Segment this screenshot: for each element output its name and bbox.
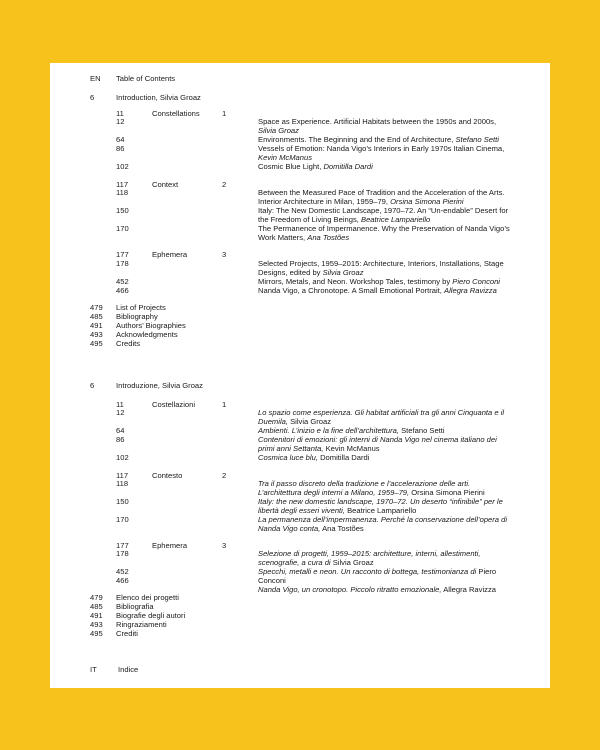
- entry-page: 118: [116, 479, 129, 488]
- section-page-it: 11: [116, 400, 124, 409]
- section-name-en: Context: [152, 180, 179, 189]
- toc-title-en: Table of Contents: [116, 74, 176, 83]
- backmatter-page: 479: [90, 593, 103, 602]
- backmatter-label: Credits: [116, 339, 141, 348]
- entry-text: The Permanence of Impermanence. Why the Preservation of Nanda Vigo’s Work Matters, Ana Tostões: [258, 224, 510, 242]
- backmatter-label: Bibliography: [116, 312, 158, 321]
- entry-text: Selezione di progetti, 1959–2015: architetture, interni, allestimenti, scenografie, a cura di Silvia Groaz: [258, 549, 481, 567]
- section-name-it: Costellazioni: [152, 400, 196, 409]
- backmatter-label: Crediti: [116, 629, 138, 638]
- backmatter-page: 485: [90, 602, 103, 611]
- section-page-en: 11: [116, 109, 124, 118]
- entry-text: Selected Projects, 1959–2015: Architecture, Interiors, Installations, Stage Designs, edited by Silvia Groaz: [258, 259, 504, 277]
- entry-page: 64: [116, 135, 125, 144]
- section-number-en: 3: [222, 250, 227, 259]
- entry-text: Italy: the new domestic landscape, 1970–72. Un deserto “infinibile” per le libertà degli esseri viventi, Beatrice Lampariello: [258, 497, 503, 515]
- section-page-it: 177: [116, 541, 129, 550]
- entry-text: Cosmica luce blu, Domitilla Dardi: [258, 453, 370, 462]
- entry-page: 178: [116, 259, 129, 268]
- section-name-it: Ephemera: [152, 541, 188, 550]
- intro-page-en: 6: [90, 93, 95, 102]
- entry-text: La permanenza dell’impermanenza. Perché la conservazione dell’opera di Nanda Vigo conta, Ana Tostões: [258, 515, 508, 533]
- entry-text: Tra il passo discreto della tradizione e l’accelerazione delle arti. L’architettura degli interni a Milano, 1959–79, Orsina Simona Pierini: [258, 479, 485, 497]
- entry-page: 64: [116, 426, 125, 435]
- entry-page: 466: [116, 576, 129, 585]
- entry-text: Cosmic Blue Light, Domitilla Dardi: [258, 162, 373, 171]
- entry-text: Between the Measured Pace of Tradition and the Acceleration of the Arts. Interior Architecture in Milan, 1959–79, Orsina Simona Pierini: [258, 188, 505, 206]
- entry-text: Contenitori di emozioni: gli interni di Nanda Vigo nel cinema italiano dei primi anni Settanta, Kevin McManus: [258, 435, 497, 453]
- entry-page: 452: [116, 277, 129, 286]
- entry-page: 170: [116, 515, 129, 524]
- section-page-en: 117: [116, 180, 129, 189]
- entry-text: Vessels of Emotion: Nanda Vigo’s Interiors in Early 1970s Italian Cinema, Kevin McManus: [258, 144, 505, 162]
- entry-page: 86: [116, 435, 125, 444]
- entry-text: Italy: The New Domestic Landscape, 1970–72. An “Un-endable” Desert for the Freedom of Living Beings, Beatrice Lampariello: [258, 206, 509, 224]
- entry-text: Nanda Vigo, a Chronotope. A Small Emotional Portrait, Allegra Ravizza: [258, 286, 497, 295]
- language-code-en: EN: [90, 74, 101, 83]
- language-code-it: IT: [90, 665, 97, 674]
- backmatter-page: 479: [90, 303, 103, 312]
- entry-page: 102: [116, 453, 129, 462]
- intro-page-it: 6: [90, 381, 95, 390]
- backmatter-label: Acknowledgments: [116, 330, 178, 339]
- entry-text: Mirrors, Metals, and Neon. Workshop Tales, testimony by Piero Conconi: [258, 277, 500, 286]
- toc-title-it: Indice: [118, 665, 139, 674]
- intro-title-it: Introduzione, Silvia Groaz: [116, 381, 203, 390]
- backmatter-label: Bibliografia: [116, 602, 154, 611]
- intro-title-en: Introduction, Silvia Groaz: [116, 93, 201, 102]
- section-name-en: Constellations: [152, 109, 200, 118]
- entry-page: 102: [116, 162, 129, 171]
- entry-page: 118: [116, 188, 129, 197]
- section-name-en: Ephemera: [152, 250, 188, 259]
- entry-page: 178: [116, 549, 129, 558]
- entry-text: Space as Experience. Artificial Habitats between the 1950s and 2000s, Silvia Groaz: [258, 117, 497, 135]
- backmatter-label: Ringraziamenti: [116, 620, 167, 629]
- section-number-it: 2: [222, 471, 227, 480]
- section-number-it: 3: [222, 541, 227, 550]
- section-number-en: 2: [222, 180, 227, 189]
- entry-text: Ambienti. L’inizio e la fine dell’architettura, Stefano Setti: [258, 426, 445, 435]
- entry-text: Nanda Vigo, un cronotopo. Piccolo ritratto emozionale, Allegra Ravizza: [258, 585, 496, 594]
- backmatter-page: 491: [90, 611, 103, 620]
- entry-page: 452: [116, 567, 129, 576]
- backmatter-page: 493: [90, 620, 103, 629]
- section-page-en: 177: [116, 250, 129, 259]
- backmatter-label: Authors’ Biographies: [116, 321, 186, 330]
- backmatter-label: Biografie degli autori: [116, 611, 186, 620]
- section-number-en: 1: [222, 109, 227, 118]
- section-page-it: 117: [116, 471, 129, 480]
- section-number-it: 1: [222, 400, 227, 409]
- entry-text: Lo spazio come esperienza. Gli habitat artificiali tra gli anni Cinquanta e il Duemila, Silvia Groaz: [258, 408, 505, 426]
- backmatter-page: 485: [90, 312, 103, 321]
- backmatter-label: Elenco dei progetti: [116, 593, 179, 602]
- entry-page: 170: [116, 224, 129, 233]
- entry-page: 466: [116, 286, 129, 295]
- backmatter-label: List of Projects: [116, 303, 166, 312]
- backmatter-page: 491: [90, 321, 103, 330]
- entry-page: 12: [116, 408, 125, 417]
- entry-text: Specchi, metalli e neon. Un racconto di bottega, testimonianza di Piero Conconi: [258, 567, 497, 585]
- entry-page: 12: [116, 117, 125, 126]
- entry-text: Environments. The Beginning and the End of Architecture, Stefano Setti: [258, 135, 499, 144]
- entry-page: 86: [116, 144, 125, 153]
- toc-page: [50, 63, 550, 688]
- entry-page: 150: [116, 206, 129, 215]
- backmatter-page: 495: [90, 629, 103, 638]
- backmatter-page: 493: [90, 330, 103, 339]
- entry-page: 150: [116, 497, 129, 506]
- backmatter-page: 495: [90, 339, 103, 348]
- section-name-it: Contesto: [152, 471, 183, 480]
